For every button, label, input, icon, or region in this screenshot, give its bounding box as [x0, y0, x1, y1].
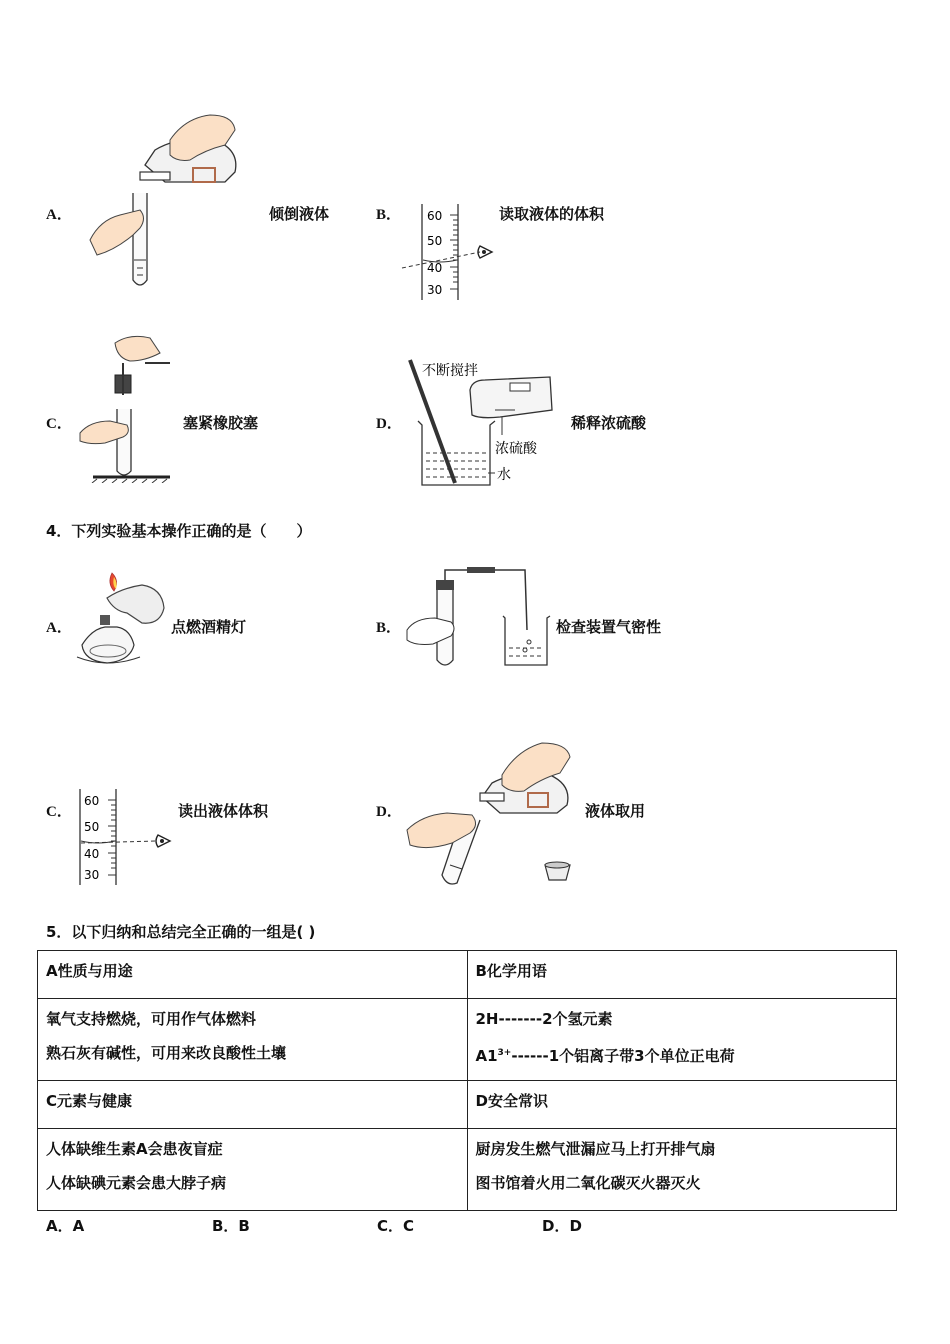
q3-option-a-caption: 倾倒液体	[269, 205, 330, 223]
q4-tick-40: 40	[84, 847, 100, 861]
q4-alcohol-lamp-figure	[72, 563, 172, 671]
q3-acid-label: 浓硫酸	[495, 441, 537, 457]
q3-option-c-letter: C．	[46, 416, 72, 432]
cell-d-line-1: 厨房发生燃气泄漏应马上打开排气扇	[475, 1140, 716, 1158]
q3-option-d-caption: 稀释浓硫酸	[571, 414, 647, 432]
q4-option-c-caption: 读出液体体积	[178, 802, 269, 820]
q4-option-a-letter: A．	[46, 620, 72, 636]
cell-a-heading: A性质与用途	[38, 951, 468, 999]
q3-tick-60: 60	[427, 209, 443, 223]
q3-option-b-letter: B．	[376, 207, 402, 223]
q4-tick-60: 60	[84, 794, 100, 808]
cell-b-content	[467, 999, 897, 1081]
q4-option-c-letter: C．	[46, 804, 72, 820]
aluminum-symbol: A1	[475, 1047, 498, 1065]
cell-a-content	[38, 999, 468, 1081]
q5-summary-table	[37, 950, 897, 1211]
q4-option-b-caption: 检查装置气密性	[556, 618, 662, 636]
q3-stopper-figure	[75, 333, 175, 483]
cell-b-line-2	[476, 1043, 889, 1066]
q3-option-c-caption: 塞紧橡胶塞	[183, 414, 259, 432]
cell-a-line-1: 氧气支持燃烧，可用作气体燃料	[46, 1010, 257, 1028]
cell-c-content	[38, 1129, 468, 1211]
q4-option-d-letter: D．	[376, 804, 402, 820]
cell-d-line-2: 图书馆着火用二氧化碳灭火器灭火	[475, 1174, 701, 1192]
cell-b-heading: B化学用语	[467, 951, 897, 999]
q3-tick-30: 30	[427, 283, 443, 297]
q4-airtightness-figure	[405, 560, 555, 670]
cell-b-line-1: 2H-------2个氢元素	[475, 1010, 613, 1028]
q5-answer-a: A．A	[46, 1217, 85, 1235]
q3-option-d-letter: D．	[376, 416, 402, 432]
q4-tick-50: 50	[84, 820, 100, 834]
q5-question: 5．以下归纳和总结完全正确的一组是( )	[46, 923, 316, 941]
cell-a-line-2: 熟石灰有碱性，可用来改良酸性土壤	[46, 1044, 287, 1062]
q3-option-b-caption: 读取液体的体积	[499, 205, 605, 223]
q3-graduated-cylinder-figure	[400, 200, 505, 305]
q5-answer-c: C．C	[377, 1217, 415, 1235]
q3-stir-label: 不断搅拌	[422, 363, 478, 379]
q3-option-a-letter: A．	[46, 207, 72, 223]
q3-tick-50: 50	[427, 234, 443, 248]
cell-d-heading: D安全常识	[467, 1081, 897, 1129]
q4-liquid-transfer-figure	[402, 735, 582, 890]
q4-option-d-caption: 液体取用	[585, 802, 646, 820]
q4-option-b-letter: B．	[376, 620, 402, 636]
cell-c-heading: C元素与健康	[38, 1081, 468, 1129]
cell-c-line-2: 人体缺碘元素会患大脖子病	[46, 1174, 227, 1192]
q4-tick-30: 30	[84, 868, 100, 882]
q3-pouring-liquid-figure	[85, 110, 245, 295]
q3-water-label: 水	[497, 467, 511, 483]
q3-tick-40: 40	[427, 261, 443, 275]
q4-option-a-caption: 点燃酒精灯	[171, 618, 247, 636]
q4-question: 4．下列实验基本操作正确的是（ ）	[46, 522, 312, 540]
q5-answer-d: D．D	[542, 1217, 582, 1235]
cell-d-content	[467, 1129, 897, 1211]
ion-charge: 3+	[497, 1048, 512, 1058]
q3-dilution-figure	[400, 355, 560, 490]
aluminum-description: ------1个铝离子带3个单位正电荷	[511, 1047, 735, 1065]
q5-answer-b: B．B	[212, 1217, 250, 1235]
cell-c-line-1: 人体缺维生素A会患夜盲症	[46, 1140, 223, 1158]
q4-graduated-cylinder-figure	[72, 785, 182, 890]
